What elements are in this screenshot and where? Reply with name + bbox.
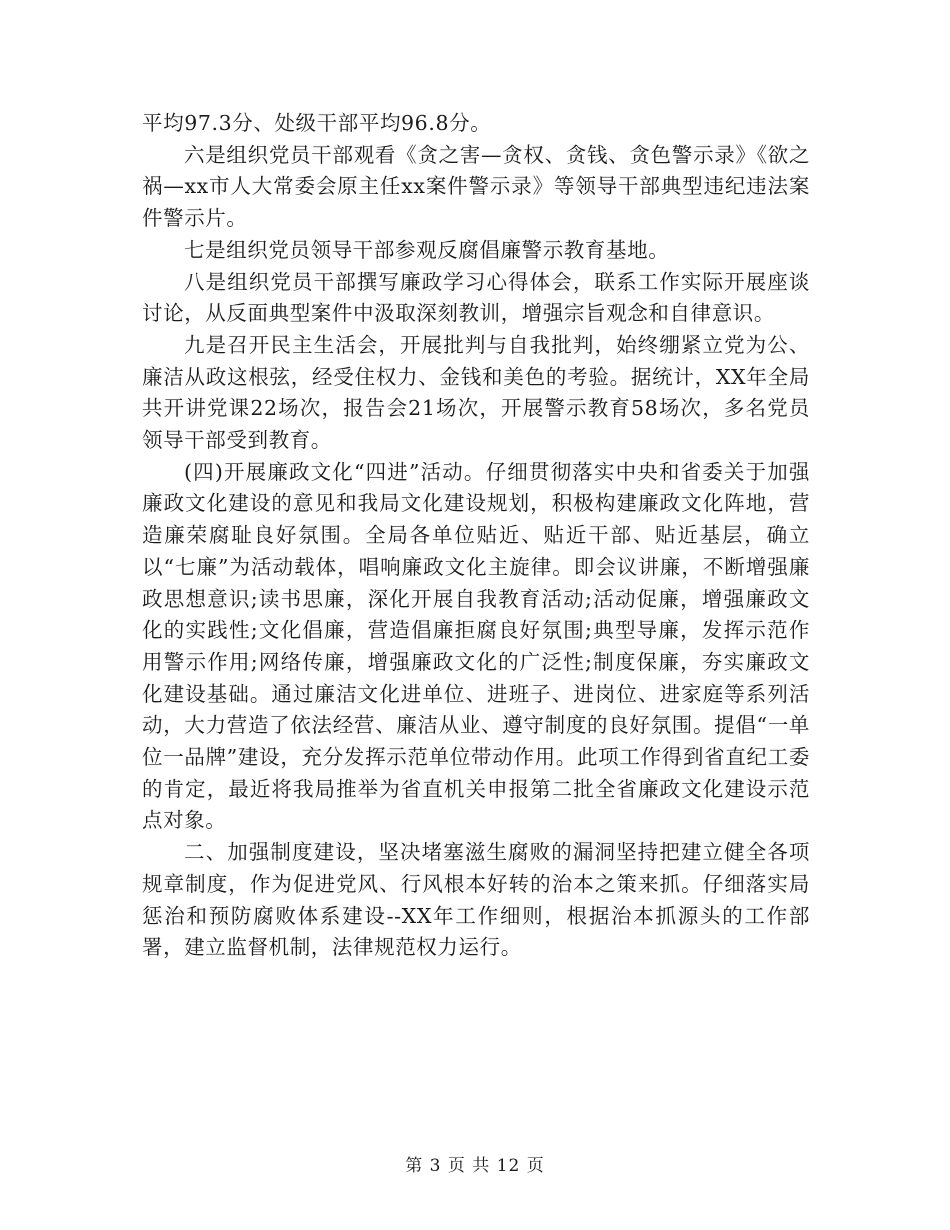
paragraph-6: (四)开展廉政文化“四进”活动。仔细贯彻落实中央和省委关于加强廉政文化建设的意见和我局文化建设规划，积极构建廉政文化阵地，营造廉荣腐耻良好氛围。全局各单位贴近、贴近干部、贴近基层，确立以“七廉”为活动载体，唱响廉政文化主旋律。即会议讲廉，不断增强廉政思想意识;读书思廉，深化开展自我教育活动;活动促廉，增强廉政文化的实践性;文化倡廉，营造倡廉拒腐良好氛围;典型导廉，发挥示范作用警示作用;网络传廉，增强廉政文化的广泛性;制度保廉，夯实廉政文化建设基础。通过廉洁文化进单位、进班子、进岗位、进家庭等系列活动，大力营造了依法经营、廉洁从业、遵守制度的良好氛围。提倡“一单位一品牌”建设，充分发挥示范单位带动作用。此项工作得到省直纪工委的肯定，最近将我局推举为省直机关申报第二批全省廉政文化建设示范点对象。	[142, 459, 810, 833]
paragraph-7: 二、加强制度建设，坚决堵塞滋生腐败的漏洞坚持把建立健全各项规章制度，作为促进党风、行风根本好转的治本之策来抓。仔细落实局惩治和预防腐败体系建设--XX年工作细则，根据治本抓源头的工作部署，建立监督机制，法律规范权力运行。	[142, 840, 810, 960]
page-footer: 第 3 页 共 12 页	[405, 1156, 545, 1176]
paragraph-1: 平均97.3分、处级干部平均96.8分。	[142, 111, 492, 135]
document-body	[142, 108, 810, 964]
paragraph-4: 八是组织党员干部撰写廉政学习心得体会，联系工作实际开展座谈讨论，从反面典型案件中汲取深刻教训，增强宗旨观念和自律意识。	[142, 269, 810, 326]
paragraph-2: 六是组织党员干部观看《贪之害—贪权、贪钱、贪色警示录》《欲之祸—xx市人大常委会原主任xx案件警示录》等领导干部典型违纪违法案件警示片。	[142, 142, 810, 231]
paragraph-3: 七是组织党员领导干部参观反腐倡廉警示教育基地。	[184, 237, 670, 262]
paragraph-5: 九是召开民主生活会，开展批判与自我批判，始终绷紧立党为公、廉洁从政这根弦，经受住权力、金钱和美色的考验。据统计，XX年全局共开讲党课22场次，报告会21场次，开展警示教育58场次，多名党员领导干部受到教育。	[142, 332, 810, 453]
